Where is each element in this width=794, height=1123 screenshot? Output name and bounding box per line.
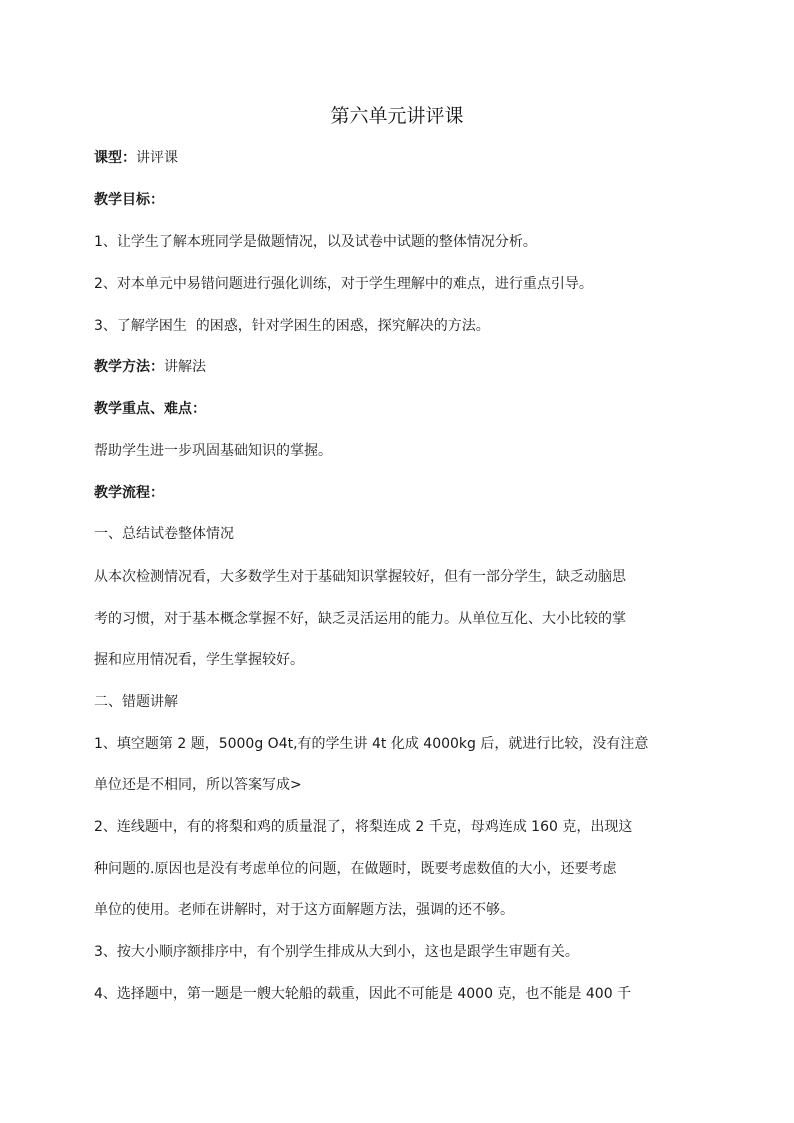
course-type-line — [94, 148, 706, 168]
paragraph-line: 握和应用情况看，学生掌握较好。 — [94, 652, 304, 668]
paragraph-line: 从本次检测情况看，大多数学生对于基础知识掌握较好，但有一部分学生，缺乏动脑思 — [94, 569, 626, 585]
section-heading: 二、错题讲解 — [94, 694, 178, 710]
key-points-heading: 教学重点、难点： — [94, 401, 206, 417]
document-title: 第六单元讲评课 — [330, 105, 464, 127]
method-label: 教学方法： — [94, 359, 164, 375]
objective-item: 1、让学生了解本班同学是做题情况，以及试卷中试题的整体情况分析。 — [94, 234, 537, 250]
process-heading: 教学流程： — [94, 485, 164, 501]
error-item-line: 3、按大小顺序额排序中，有个别学生排成从大到小，这也是跟学生审题有关。 — [94, 944, 579, 960]
error-item-line: 单位还是不相同，所以答案写成> — [94, 777, 302, 793]
error-item-line: 2、连线题中，有的将梨和鸡的质量混了，将梨连成 2 千克，母鸡连成 160 克，出现这 — [94, 819, 633, 835]
method-line — [94, 357, 706, 377]
objective-item: 3、了解学困生 的困惑，针对学困生的困惑，探究解决的方法。 — [94, 318, 490, 334]
error-item-line: 4、选择题中，第一题是一艘大轮船的载重，因此不可能是 4000 克，也不能是 400 千 — [94, 986, 632, 1002]
error-item-line: 单位的使用。老师在讲解时，对于这方面解题方法，强调的还不够。 — [94, 902, 514, 918]
error-item-line: 1、填空题第 2 题，5000g O4t,有的学生讲 4t 化成 4000kg 后，就进行比较，没有注意 — [94, 736, 649, 752]
course-type-value: 讲评课 — [136, 150, 178, 166]
objectives-heading: 教学目标： — [94, 192, 164, 208]
method-value: 讲解法 — [164, 359, 206, 375]
objective-item: 2、对本单元中易错问题进行强化训练，对于学生理解中的难点，进行重点引导。 — [94, 276, 593, 292]
course-type-label: 课型： — [94, 150, 136, 166]
key-points-text: 帮助学生进一步巩固基础知识的掌握。 — [94, 443, 332, 459]
error-item-line: 种问题的.原因也是没有考虑单位的问题，在做题时，既要考虑数值的大小，还要考虑 — [94, 861, 617, 877]
paragraph-line: 考的习惯，对于基本概念掌握不好，缺乏灵活运用的能力。从单位互化、大小比较的掌 — [94, 611, 626, 627]
section-heading: 一、总结试卷整体情况 — [94, 526, 234, 542]
